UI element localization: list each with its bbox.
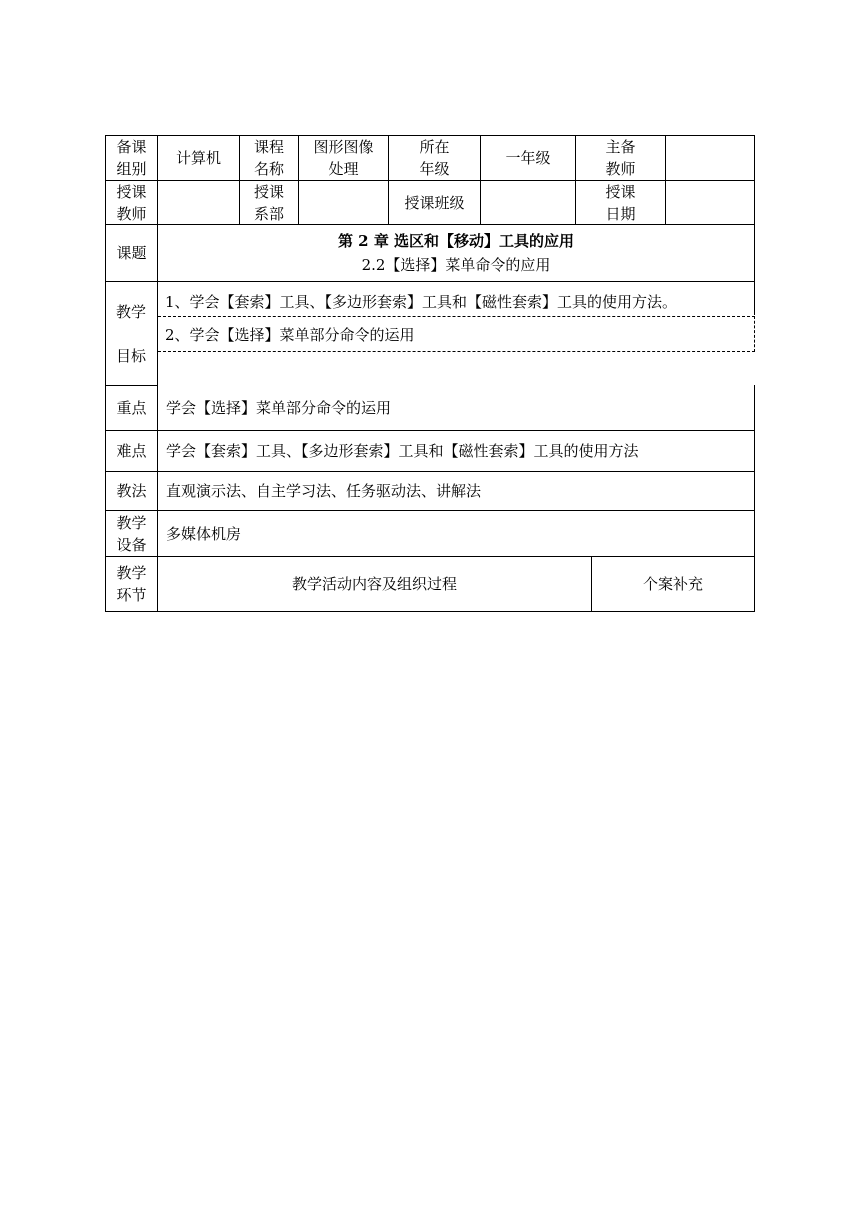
key-point-value-text: 学会【选择】菜单部分命令的运用 [166, 398, 392, 417]
grade-label-line2: 年级 [419, 160, 450, 178]
topic-value [157, 224, 755, 282]
equipment-value-text: 多媒体机房 [166, 524, 242, 543]
difficulty-value [157, 430, 755, 472]
goals-label-line2: 目标 [115, 347, 146, 365]
topic-label [105, 224, 158, 282]
teacher-value[interactable] [157, 180, 240, 225]
course-name-value-line2: 处理 [328, 160, 359, 178]
goals-right-border [754, 281, 755, 315]
difficulty-label-text: 难点 [116, 442, 147, 460]
date-value[interactable] [665, 180, 755, 225]
grade-label [388, 135, 481, 181]
process-supplement-header [591, 556, 755, 612]
grade-value [480, 135, 576, 181]
grade-label-line1: 所在 [419, 138, 450, 156]
process-supplement-header-text: 个案补充 [642, 575, 703, 593]
key-point-value [157, 385, 755, 431]
lead-teacher-value[interactable] [665, 135, 755, 181]
key-point-label-text: 重点 [116, 399, 147, 417]
method-label [105, 471, 158, 511]
class-label [388, 180, 481, 225]
course-name-value-line1: 图形图像 [313, 138, 374, 156]
lead-teacher-label-line1: 主备 [605, 138, 636, 156]
method-label-text: 教法 [116, 482, 147, 500]
equipment-label-line2: 设备 [116, 535, 147, 554]
prep-group-label-line1: 备课 [116, 138, 147, 156]
topic-sub-title: 2.2【选择】菜单命令的应用 [361, 256, 551, 274]
goals-separator-1 [158, 316, 755, 317]
prep-group-value-text: 计算机 [175, 149, 221, 167]
method-value-text: 直观演示法、自主学习法、任务驱动法、讲解法 [166, 482, 482, 500]
teacher-label-line1: 授课 [116, 182, 147, 201]
equipment-label [105, 510, 158, 557]
equipment-label-line1: 教学 [116, 513, 147, 532]
topic-main-title: 第 2 章 选区和【移动】工具的应用 [337, 232, 575, 250]
dept-label [239, 180, 299, 225]
date-label-line1: 授课 [605, 182, 636, 201]
class-value[interactable] [480, 180, 576, 225]
dept-value[interactable] [298, 180, 389, 225]
key-point-label [105, 385, 158, 431]
class-label-text: 授课班级 [404, 193, 465, 212]
process-label-line1: 教学 [116, 564, 147, 582]
process-content-header-text: 教学活动内容及组织过程 [291, 575, 457, 593]
equipment-value [157, 510, 755, 557]
lead-teacher-label [575, 135, 666, 181]
course-name-value [298, 135, 389, 181]
course-name-label [239, 135, 299, 181]
difficulty-value-text: 学会【套索】工具、【多边形套索】工具和【磁性套索】工具的使用方法 [166, 442, 639, 460]
course-name-label-line1: 课程 [253, 138, 284, 156]
dept-label-line2: 系部 [253, 204, 284, 223]
goals-right-dashed [754, 316, 755, 352]
prep-group-label-line2: 组别 [116, 160, 147, 178]
process-content-header [157, 556, 592, 612]
dept-label-line1: 授课 [253, 182, 284, 201]
date-label-line2: 日期 [605, 204, 636, 223]
teacher-label-line2: 教师 [116, 204, 147, 223]
process-label [105, 556, 158, 612]
date-label [575, 180, 666, 225]
goal-item-2: 2、学会【选择】菜单部分命令的运用 [165, 326, 415, 344]
topic-label-text: 课题 [116, 244, 147, 262]
prep-group-value [157, 135, 240, 181]
prep-group-label [105, 135, 158, 181]
process-label-line2: 环节 [116, 586, 147, 604]
goal-item-1: 1、学会【套索】工具、【多边形套索】工具和【磁性套索】工具的使用方法。 [165, 293, 678, 311]
goals-separator-2 [158, 351, 755, 352]
lead-teacher-label-line2: 教师 [605, 160, 636, 178]
method-value [157, 471, 755, 511]
course-name-label-line2: 名称 [253, 160, 284, 178]
goals-label-line1: 教学 [115, 303, 146, 321]
grade-value-text: 一年级 [505, 149, 551, 167]
teacher-label [105, 180, 158, 225]
difficulty-label [105, 430, 158, 472]
